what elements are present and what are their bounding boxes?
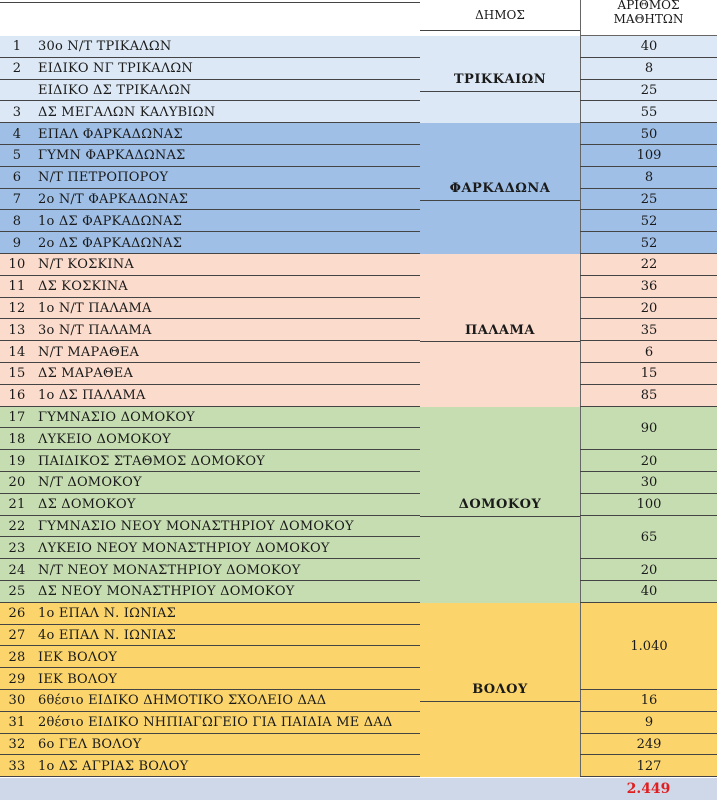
school-name: ΛΥΚΕΙΟ ΔΟΜΟΚΟΥ [38,431,171,447]
row-number: 32 [8,736,26,752]
school-name: ΕΠΑΛ ΦΑΡΚΑΔΩΝΑΣ [38,126,183,142]
school-name: Ν/Τ ΚΟΣΚΙΝΑ [38,257,134,273]
student-count: 30 [580,472,717,494]
student-count: 65 [580,516,717,560]
student-count: 25 [580,189,717,211]
school-name: 2ο Ν/Τ ΦΑΡΚΑΔΩΝΑΣ [38,191,189,207]
school-name: ΔΣ ΝΕΟΥ ΜΟΝΑΣΤΗΡΙΟΥ ΔΟΜΟΚΟΥ [38,584,295,600]
municipality-underline [420,516,580,517]
student-count: 22 [580,254,717,276]
student-count: 55 [580,101,717,123]
student-count: 36 [580,276,717,298]
header-students-border [580,0,717,36]
student-count: 85 [580,385,717,407]
row-number: 28 [8,649,26,665]
row-number: 17 [8,409,26,425]
school-name: ΓΥΜΝ ΦΑΡΚΑΔΩΝΑΣ [38,148,186,164]
row-number: 8 [12,213,22,229]
municipality-name: ΠΑΛΑΜΑ [464,322,535,338]
header-top-line [0,2,420,3]
school-name: Ν/Τ ΝΕΟΥ ΜΟΝΑΣΤΗΡΙΟΥ ΔΟΜΟΚΟΥ [38,562,301,578]
municipality-name: ΔΟΜΟΚΟΥ [458,497,542,513]
school-name: ΙΕΚ ΒΟΛΟΥ [38,671,118,687]
student-count: 52 [580,210,717,232]
school-name: 1ο Ν/Τ ΠΑΛΑΜΑ [38,300,152,316]
school-name: 4ο ΕΠΑΛ Ν. ΙΩΝΙΑΣ [38,627,177,643]
row-number: 4 [12,126,22,142]
school-name: Ν/Τ ΠΕΤΡΟΠΟΡΟΥ [38,170,169,186]
header-municipality: ΔΗΜΟΣ [475,8,525,22]
school-name: 1ο ΔΣ ΑΓΡΙΑΣ ΒΟΛΟΥ [38,758,189,774]
school-name: 6ο ΓΕΛ ΒΟΛΟΥ [38,736,142,752]
school-name: 3ο Ν/Τ ΠΑΛΑΜΑ [38,322,152,338]
school-name: ΙΕΚ ΒΟΛΟΥ [38,649,118,665]
row-number: 26 [8,606,26,622]
student-count: 20 [580,559,717,581]
row-number: 27 [8,627,26,643]
row-number: 6 [12,170,22,186]
header-students-line2: ΜΑΘΗΤΩΝ [613,12,684,26]
student-count: 35 [580,319,717,341]
student-count: 50 [580,123,717,145]
student-count: 52 [580,232,717,254]
school-name: ΓΥΜΝΑΣΙΟ ΔΟΜΟΚΟΥ [38,409,195,425]
row-number: 3 [12,104,22,120]
row-number: 12 [8,300,26,316]
school-name: ΕΙΔΙΚΟ ΔΣ ΤΡΙΚΑΛΩΝ [38,82,192,98]
school-name: Ν/Τ ΜΑΡΑΘΕΑ [38,344,140,360]
municipality-underline [420,701,580,702]
student-count: 127 [580,755,717,777]
row-number: 21 [8,497,26,513]
municipality-name: ΒΟΛΟΥ [472,682,528,698]
row-number: 33 [8,758,26,774]
student-count: 20 [580,450,717,472]
row-number: 31 [8,715,26,731]
header-municipality-underline [420,30,580,31]
student-count: 100 [580,494,717,516]
student-count: 1.040 [580,603,717,690]
row-number: 20 [8,475,26,491]
school-name: ΛΥΚΕΙΟ ΝΕΟΥ ΜΟΝΑΣΤΗΡΙΟΥ ΔΟΜΟΚΟΥ [38,540,330,556]
row-number: 2 [12,61,22,77]
student-count: 9 [580,712,717,734]
student-count: 25 [580,80,717,102]
row-number: 29 [8,671,26,687]
row-number: 22 [8,518,26,534]
row-number: 14 [8,344,26,360]
row-number [4,80,30,102]
municipality-name: ΦΑΡΚΑΔΩΝΑ [449,181,551,197]
header-students-line1: ΑΡΙΘΜΟΣ [617,0,680,12]
school-name: ΔΣ ΜΑΡΑΘΕΑ [38,366,134,382]
row-number: 30 [8,693,26,709]
total-students: 2.449 [626,781,671,797]
school-name: ΠΑΙΔΙΚΟΣ ΣΤΑΘΜΟΣ ΔΟΜΟΚΟΥ [38,453,266,469]
school-name: 6θέσιο ΕΙΔΙΚΟ ΔΗΜΟΤΙΚΟ ΣΧΟΛΕΙΟ ΔΑΔ [38,693,327,709]
row-number: 25 [8,584,26,600]
municipality-name: ΤΡΙΚΚΑΙΩΝ [453,72,547,88]
row-number: 18 [8,431,26,447]
municipality-underline [420,91,580,92]
student-count: 8 [580,167,717,189]
row-number: 16 [8,388,26,404]
row-number: 13 [8,322,26,338]
student-count: 40 [580,581,717,603]
school-name: ΔΣ ΚΟΣΚΙΝΑ [38,279,128,295]
row-number: 5 [12,148,22,164]
school-name: ΔΣ ΔΟΜΟΚΟΥ [38,497,136,513]
school-name: 2θέσιο ΕΙΔΙΚΟ ΝΗΠΙΑΓΩΓΕΙΟ ΓΙΑ ΠΑΙΔΙΑ ΜΕ ΔΑΔ [38,715,393,731]
municipality-underline [420,341,580,342]
school-name: ΕΙΔΙΚΟ ΝΓ ΤΡΙΚΑΛΩΝ [38,61,193,77]
row-number: 23 [8,540,26,556]
school-name: ΓΥΜΝΑΣΙΟ ΝΕΟΥ ΜΟΝΑΣΤΗΡΙΟΥ ΔΟΜΟΚΟΥ [38,518,354,534]
school-name: 1ο ΔΣ ΠΑΛΑΜΑ [38,388,146,404]
school-name: 1ο ΔΣ ΦΑΡΚΑΔΩΝΑΣ [38,213,183,229]
student-count: 15 [580,363,717,385]
school-name: 1ο ΕΠΑΛ Ν. ΙΩΝΙΑΣ [38,606,177,622]
row-number: 11 [8,279,26,295]
student-count: 40 [580,36,717,58]
row-number: 19 [8,453,26,469]
row-number: 10 [8,257,26,273]
row-number: 7 [12,191,22,207]
student-count: 90 [580,407,717,451]
student-count: 8 [580,58,717,80]
row-number: 9 [12,235,22,251]
student-count: 249 [580,734,717,756]
row-number: 1 [12,39,22,55]
municipality-underline [420,200,580,201]
student-count: 109 [580,145,717,167]
student-count: 20 [580,298,717,320]
school-name: 2ο ΔΣ ΦΑΡΚΑΔΩΝΑΣ [38,235,183,251]
school-name: Ν/Τ ΔΟΜΟΚΟΥ [38,475,142,491]
row-number: 15 [8,366,26,382]
student-count: 6 [580,341,717,363]
school-name: ΔΣ ΜΕΓΑΛΩΝ ΚΑΛΥΒΙΩΝ [38,104,216,120]
row-number: 24 [8,562,26,578]
student-count: 16 [580,690,717,712]
school-name: 30ο Ν/Τ ΤΡΙΚΑΛΩΝ [38,39,172,55]
